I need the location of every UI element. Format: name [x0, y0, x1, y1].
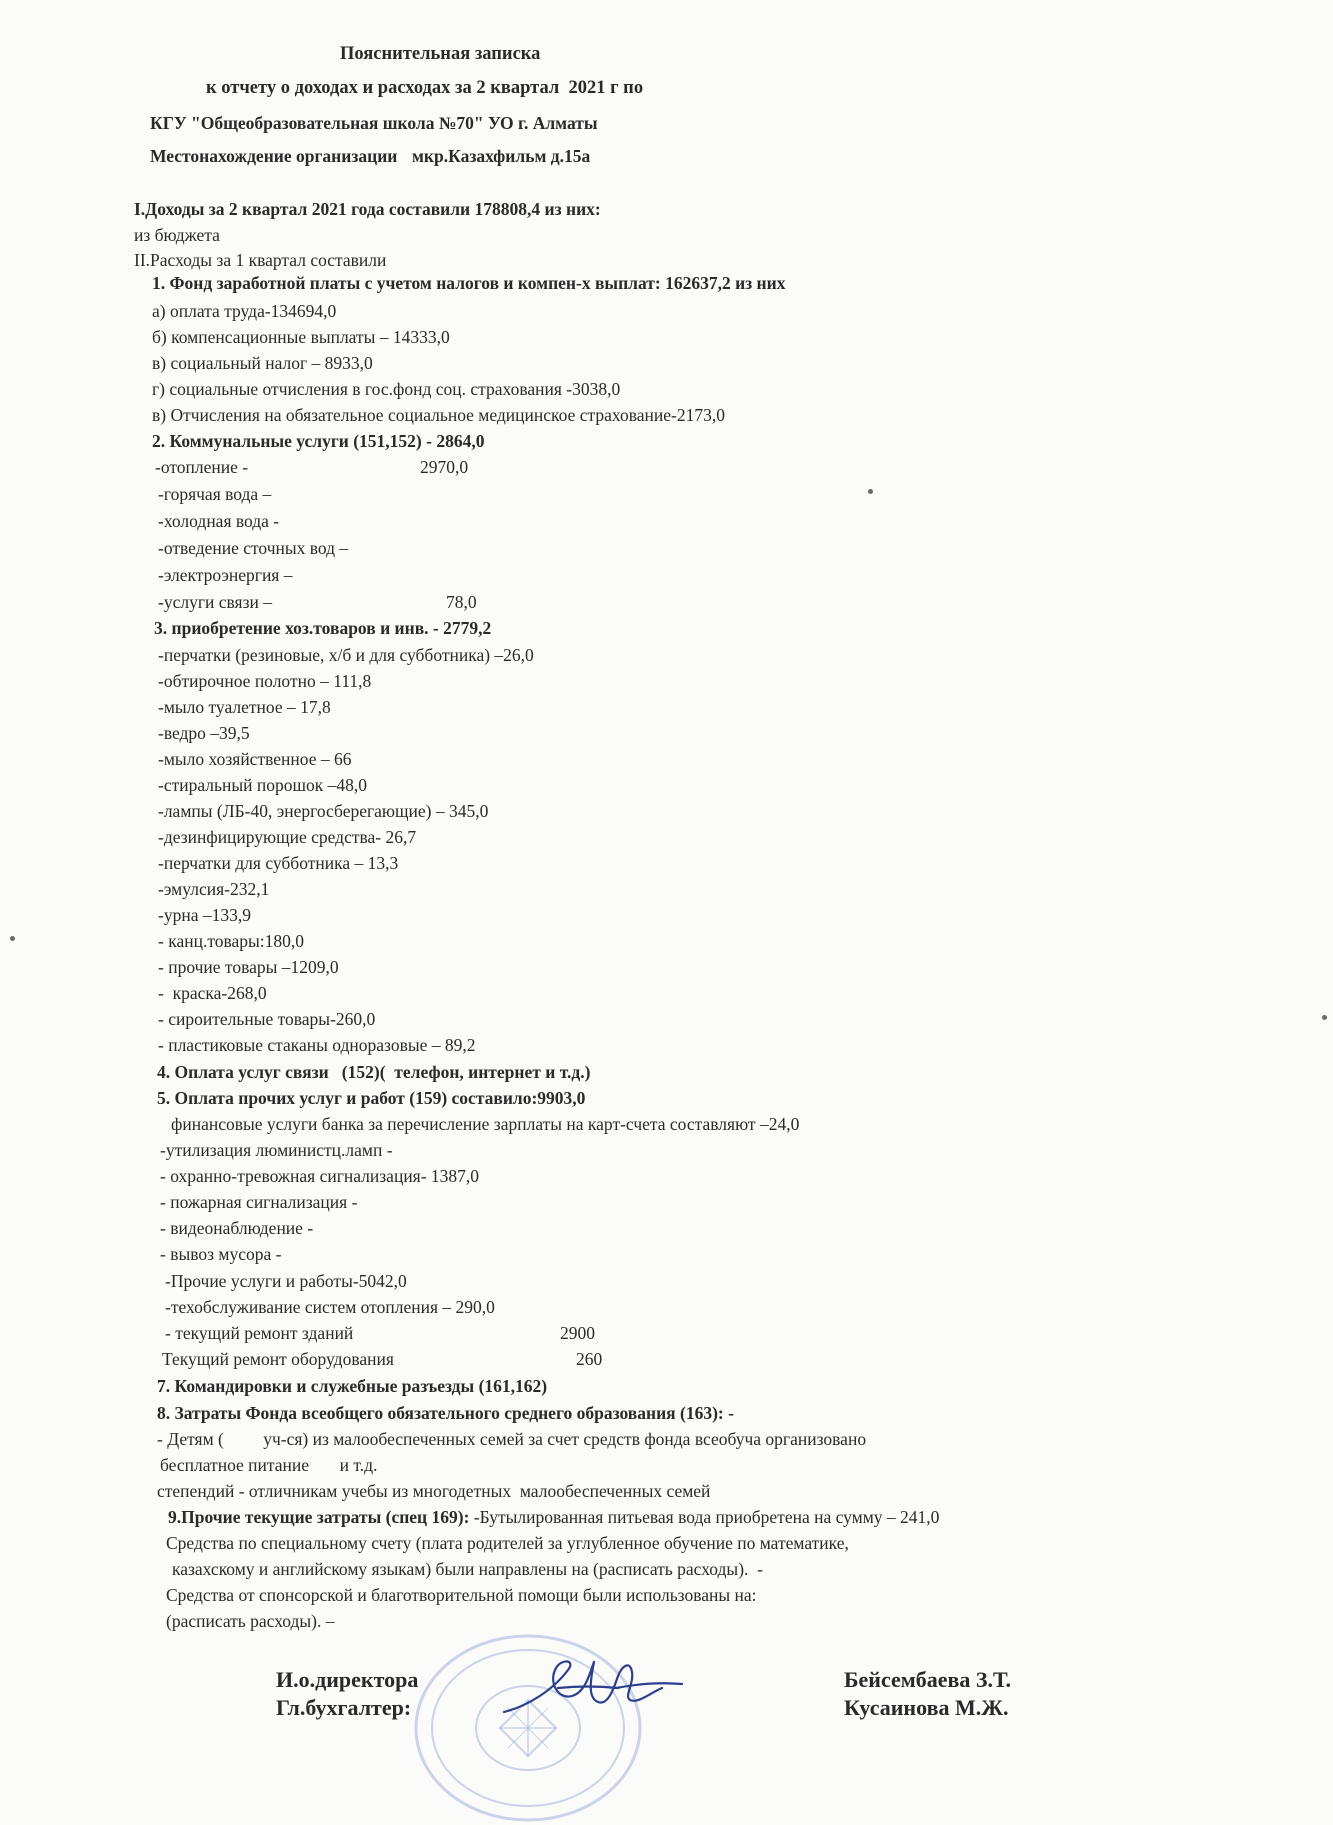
section-5-heading: 5. Оплата прочих услуг и работ (159) составило:9903,0	[157, 1088, 586, 1108]
section-1-heading: 1. Фонд заработной платы с учетом налогов и компен-х выплат: 162637,2 из них	[152, 273, 786, 293]
sewage-line: -отведение сточных вод –	[158, 538, 349, 558]
section-9-line	[168, 1506, 939, 1528]
accountant-name: Кусаинова М.Ж.	[844, 1695, 1009, 1720]
section-3-item: -урна –133,9	[158, 905, 251, 925]
heating-value: 2970,0	[420, 457, 469, 477]
repair-equipment-value: 260	[576, 1349, 603, 1369]
scan-speck	[868, 489, 873, 494]
income-budget: из бюджета	[134, 225, 220, 245]
repair-equipment-label: Текущий ремонт оборудования	[162, 1349, 394, 1369]
section-1-item: в) Отчисления на обязательное социальное медицинское страхование-2173,0	[152, 405, 725, 425]
document-subtitle: к отчету о доходах и расходах за 2 квартал 2021 г по	[206, 78, 644, 98]
section-3-item: -эмулсия-232,1	[158, 879, 270, 899]
section-5-item: - охранно-тревожная сигнализация- 1387,0	[160, 1166, 480, 1186]
section-8-heading: 8. Затраты Фонда всеобщего обязательного среднего образования (163): -	[157, 1403, 734, 1423]
electricity-line: -электроэнергия –	[158, 565, 293, 585]
section-7-heading: 7. Командировки и служебные разъезды (161,162)	[157, 1376, 548, 1396]
accountant-title: Гл.бухгалтер:	[276, 1695, 412, 1720]
section-1-item: г) социальные отчисления в гос.фонд соц. страхования -3038,0	[152, 379, 621, 399]
section-3-item: -ведро –39,5	[158, 723, 250, 743]
section-2-heading: 2. Коммунальные услуги (151,152) - 2864,0	[152, 431, 485, 451]
sponsor-line: Средства от спонсорской и благотворительной помощи были использованы на:	[166, 1585, 757, 1605]
section-9-heading: 9.Прочие текущие затраты (спец 169):	[168, 1507, 470, 1527]
section-3-item: - пластиковые стаканы одноразовые – 89,2	[158, 1035, 476, 1055]
section-5-item: - видеонаблюдение -	[160, 1218, 314, 1238]
section-8-line: - Детям ( уч-ся) из малообеспеченных семей за счет средств фонда всеобуча организовано	[157, 1429, 867, 1449]
income-line: I.Доходы за 2 квартал 2021 года составили 178808,4 из них:	[134, 199, 601, 219]
section-5-item: - пожарная сигнализация -	[160, 1192, 358, 1212]
location-value: мкр.Казахфильм д.15а	[412, 146, 591, 166]
section-3-item: - краска-268,0	[158, 983, 267, 1003]
section-3-item: -дезинфицирующие средства- 26,7	[158, 827, 417, 847]
handwritten-signature	[498, 1648, 688, 1722]
organization-name: КГУ "Общеобразовательная школа №70" УО г. Алматы	[150, 113, 598, 133]
section-5-item: -Прочие услуги и работы-5042,0	[165, 1271, 407, 1291]
repair-building-label: - текущий ремонт зданий	[165, 1323, 354, 1343]
section-1-item: а) оплата труда-134694,0	[152, 301, 337, 321]
section-1-item: б) компенсационные выплаты – 14333,0	[152, 327, 450, 347]
special-account-line: казахскому и английскому языкам) были направлены на (расписать расходы). -	[172, 1559, 763, 1579]
section-5-item: - вывоз мусора -	[160, 1244, 282, 1264]
section-5-item: -утилизация люминистц.ламп -	[160, 1140, 393, 1160]
special-account-line: Средства по специальному счету (плата родителей за углубленное обучение по математике,	[166, 1533, 849, 1553]
section-3-item: - сироительные товары-260,0	[158, 1009, 376, 1029]
section-3-item: -стиральный порошок –48,0	[158, 775, 367, 795]
expenses-heading: II.Расходы за 1 квартал составили	[134, 250, 387, 270]
section-3-item: -перчатки (резиновые, х/б и для субботника) –26,0	[158, 645, 534, 665]
section-3-item: - прочие товары –1209,0	[158, 957, 339, 977]
repair-building-value: 2900	[560, 1323, 595, 1343]
hot-water-line: -горячая вода –	[158, 484, 272, 504]
communication-label: -услуги связи –	[158, 592, 272, 612]
section-3-item: -перчатки для субботника – 13,3	[158, 853, 399, 873]
section-3-item: -мыло туалетное – 17,8	[158, 697, 331, 717]
section-5-item: финансовые услуги банка за перечисление зарплаты на карт-счета составляют –24,0	[171, 1114, 800, 1134]
section-3-item: -мыло хозяйственное – 66	[158, 749, 352, 769]
section-8-line: степендий - отличникам учебы из многодетных малообеспеченных семей	[157, 1481, 711, 1501]
section-8-line: бесплатное питание и т.д.	[160, 1455, 378, 1475]
director-name: Бейсембаева З.Т.	[844, 1667, 1011, 1692]
section-3-item: - канц.товары:180,0	[158, 931, 305, 951]
heating-label: -отопление -	[155, 457, 249, 477]
scan-speck	[1322, 1015, 1327, 1020]
scan-speck	[10, 936, 15, 941]
section-3-heading: 3. приобретение хоз.товаров и инв. - 2779,2	[154, 618, 492, 638]
communication-value: 78,0	[446, 592, 477, 612]
location-label: Местонахождение организации	[150, 146, 398, 166]
document-title: Пояснительная записка	[340, 44, 541, 64]
director-title: И.о.директора	[276, 1667, 419, 1692]
sponsor-line: (расписать расходы). –	[166, 1611, 335, 1631]
section-3-item: -лампы (ЛБ-40, энергосберегающие) – 345,0	[158, 801, 489, 821]
section-1-item: в) социальный налог – 8933,0	[152, 353, 373, 373]
cold-water-line: -холодная вода -	[158, 511, 280, 531]
section-5-item: -техобслуживание систем отопления – 290,0	[165, 1297, 495, 1317]
section-3-item: -обтирочное полотно – 111,8	[158, 671, 372, 691]
section-9-text: -Бутылированная питьевая вода приобретена на сумму – 241,0	[469, 1507, 940, 1527]
section-4-heading: 4. Оплата услуг связи (152)( телефон, интернет и т.д.)	[157, 1062, 591, 1082]
